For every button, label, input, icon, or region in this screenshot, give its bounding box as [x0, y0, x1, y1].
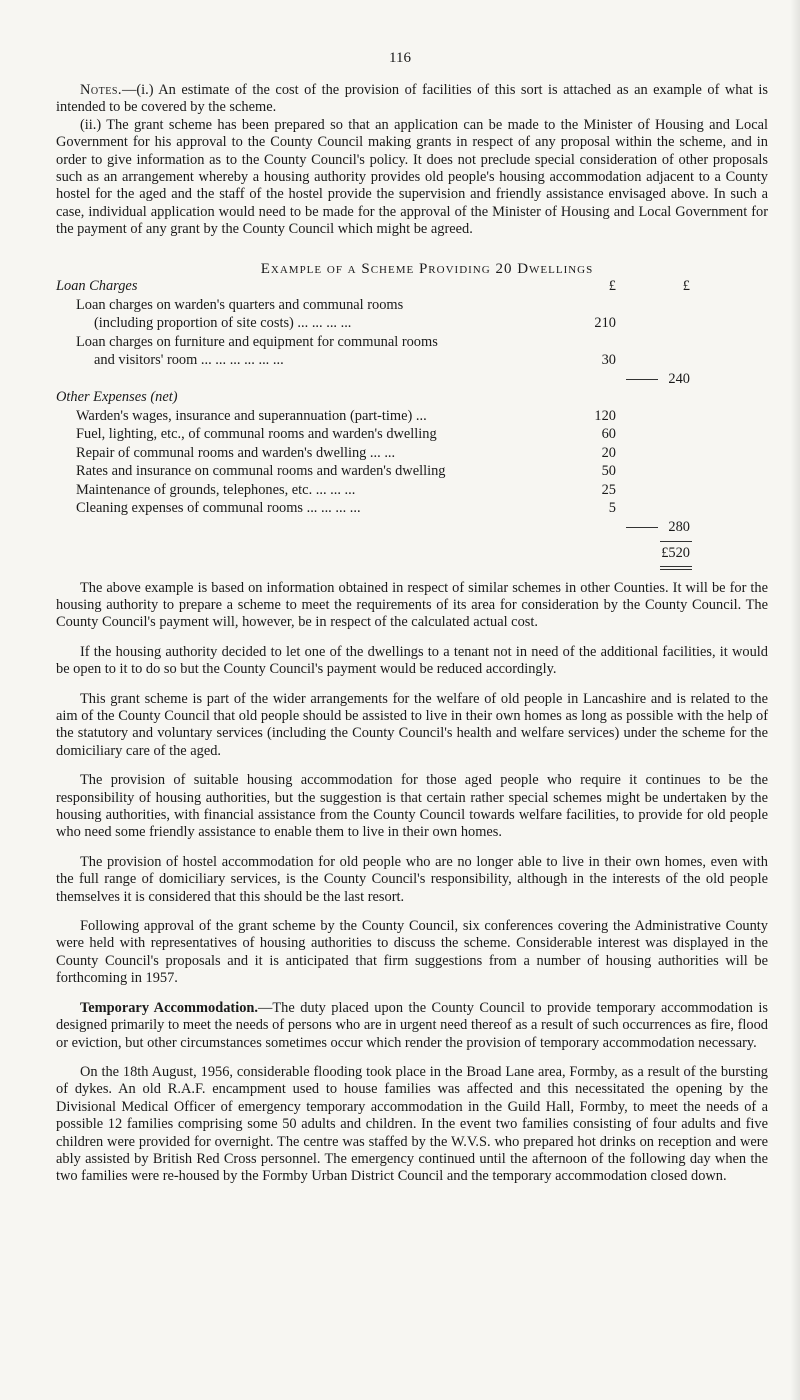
loan-total: 240	[668, 370, 690, 387]
temporary-accommodation-paragraph: Temporary Accommodation.—The duty placed upon the County Council to provide temporary accommodation is designed primarily to meet the needs of persons who are in urgent need thereof as a result of such occurrences as fire, flood or eviction, but other circumstances sometimes occur which render the provision of temporary accommodation necessary.	[56, 999, 769, 1051]
other-total: 280	[668, 518, 690, 535]
page-edge-shadow	[790, 0, 800, 1400]
other-heading-row	[56, 389, 768, 408]
loan-item-2-value: 30	[601, 352, 616, 369]
other-item-row: Cleaning expenses of communal rooms ... ... ... ... 5	[56, 500, 768, 519]
other-total-row	[56, 519, 768, 538]
section-heading: Temporary Accommodation.	[80, 999, 258, 1016]
currency-col2: £	[682, 278, 690, 295]
notes-p1-text: —(i.) An estimate of the cost of the provision of facilities of this sort is attached as an example of what is intended to be covered by the scheme.	[56, 82, 768, 116]
page-number: 116	[389, 50, 411, 66]
notes-paragraph-1	[56, 82, 768, 117]
loan-item-2-line-1: Loan charges on furniture and equipment for communal rooms	[76, 333, 438, 350]
cost-example-table	[56, 261, 768, 564]
grand-total: £520	[661, 545, 690, 562]
final-paragraph: On the 18th August, 1956, considerable flooding took place in the Broad Lane area, Formby, as a result of the bursting of dykes. An old R.A.F. encampment used to house families was affected and this necessitated the opening by the Divisional Medical Officer of emergency temporary accommodation in the Guild Hall, Formby, to meet the needs of a possible 12 families comprising some 50 adults and children. In the event two families consisting of four adults and five children were provided for overnight. The centre was staffed by the W.V.S. who prepared hot drinks on reception and were ably assisted by British Red Cross personnel. The emergency continued until the afternoon of the following day when the two families were re-housed by the Formby Urban District Council and the temporary accommodation closed down.	[56, 1063, 768, 1185]
body-paragraph: Following approval of the grant scheme by the County Council, six conferences covering the Administrative County were held with representatives of housing authorities to discuss the scheme. Considerable interest was displayed in the County Council's proposals and it is anticipated that firm suggestions from a number of housing authorities will be forthcoming in 1957.	[56, 918, 768, 987]
body-paragraph: The provision of hostel accommodation for old people who are no longer able to live in their own homes, even with the full range of domiciliary services, is the County Council's responsibility, although in the interests of the old people themselves it is considered that this should be the last resort.	[56, 853, 768, 905]
body-paragraph: This grant scheme is part of the wider arrangements for the welfare of old people in Lancashire and is related to the aim of the County Council that old people should be assisted to live in their own homes as long as possible with the help of the statutory and voluntary services (including the County Council's health and welfare services) under the scheme for the domiciliary care of the aged.	[56, 690, 768, 759]
loan-item-1-value: 210	[594, 315, 616, 332]
total-rule	[660, 541, 692, 542]
other-item-row: Warden's wages, insurance and superannuation (part-time) ... 120	[76, 407, 616, 424]
double-rule-bottom	[660, 569, 692, 570]
currency-col1: £	[608, 278, 616, 295]
body-paragraph: The above example is based on information obtained in respect of similar schemes in other Counties. It will be for the housing authority to prepare a scheme to meet the requirements of its area for consideration by the County Council. The County Council's payment will, however, be in respect of the calculated actual cost.	[56, 579, 768, 631]
body-paragraph: If the housing authority decided to let one of the dwellings to a tenant not in need of the additional facilities, it would be open to it to do so but the County Council's payment would be reduced accordingly.	[56, 643, 768, 678]
other-item-row: Rates and insurance on communal rooms and warden's dwelling 50	[76, 463, 616, 480]
double-rule-top	[660, 566, 692, 567]
loan-item-1-line-1: Loan charges on warden's quarters and communal rooms	[76, 296, 404, 313]
body-paragraph: The provision of suitable housing accommodation for those aged people who require it continues to be the responsibility of housing authorities, but the suggestion is that certain rather special schemes might be undertaken by the housing authorities, with financial assistance from the County Council towards welfare facilities, to provide for old people who need some friendly assistance to enable them to live in their own homes.	[56, 772, 768, 841]
other-item-row: Maintenance of grounds, telephones, etc. ... ... ... 25	[76, 481, 616, 498]
example-title: Example of a Scheme Providing 20 Dwellings	[260, 260, 594, 277]
notes-paragraph-2: (ii.) The grant scheme has been prepared so that an application can be made to the Minister of Housing and Local Government for his approval to the County Council making grants in respect of any proposal within the scheme, and in order to give information as to the County Council's policy. It does not preclude special consideration of other proposals such as an arrangement whereby a housing authority provides old people's housing accommodation adjacent to a County hostel for the aged and the staff of the hostel provide the supervision and friendly assistance envisaged above. In such a case, individual application would need to be made for the approval of the Minister of Housing and Local Government for the payment of any grant by the County Council which might be agreed.	[56, 116, 768, 238]
other-item-row: Fuel, lighting, etc., of communal rooms and warden's dwelling 60	[76, 426, 616, 443]
other-item-row: Repair of communal rooms and warden's dwelling ... ... 20	[76, 444, 616, 461]
grand-total-row	[56, 545, 768, 564]
loan-heading: Loan Charges	[56, 278, 138, 295]
loan-total-row	[56, 371, 768, 390]
loan-item-2-line-2: and visitors' room ... ... ... ... ... ... 30	[56, 352, 768, 371]
page-content	[56, 82, 768, 1186]
notes-lead: Notes.	[80, 82, 122, 98]
other-heading: Other Expenses (net)	[56, 389, 178, 406]
loan-item-1-line-2: (including proportion of site costs) ... ... ... ... 210	[94, 315, 616, 332]
loan-heading-row	[56, 278, 768, 297]
